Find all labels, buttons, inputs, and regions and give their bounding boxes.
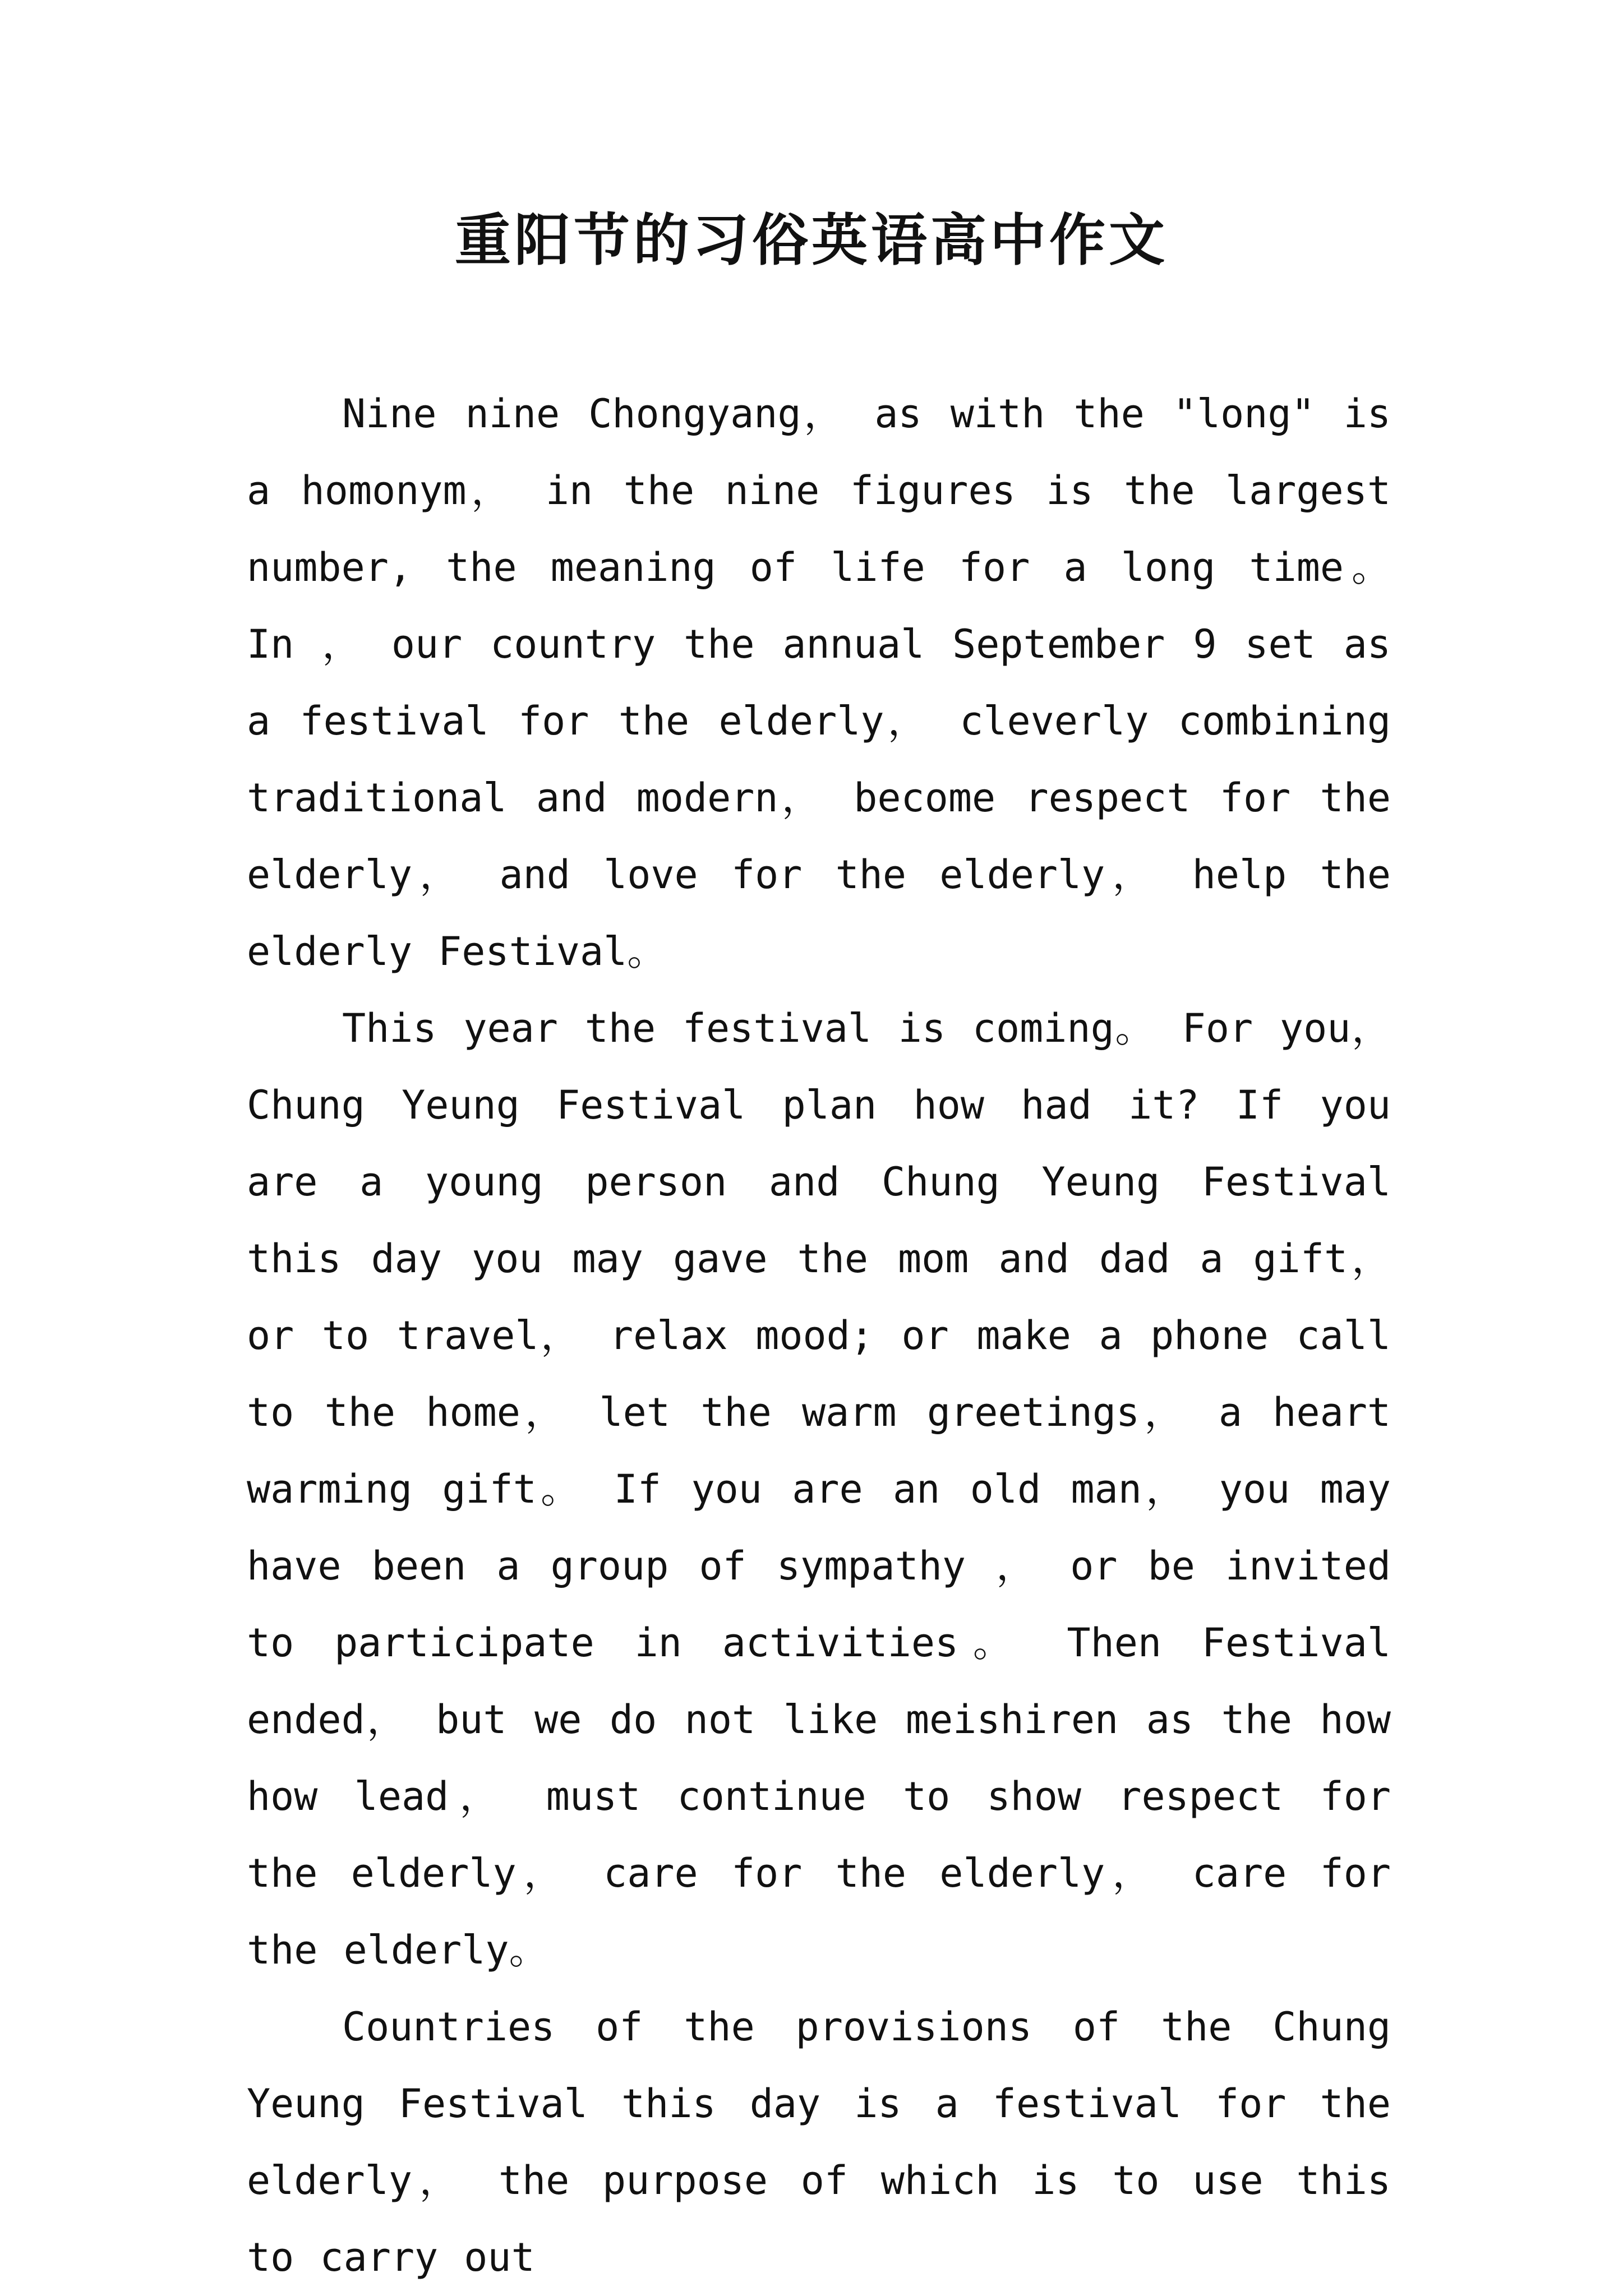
paragraph-3: Countries of the provisions of the Chung Yeung Festival this day is a festival for the elderly， the purpose of which is to use this to carry out	[247, 2004, 1391, 2280]
paragraph-1: Nine nine Chongyang， as with the "long" is a homonym， in the nine figures is the largest number, the meaning of life for a long time。 In ， our country the annual September 9 set as a festival for the elderly， cleverly combining traditional and modern， become respect for the elderly， and love for the elderly， help the elderly Festival。	[247, 391, 1391, 974]
document-body	[247, 376, 1391, 2296]
paragraph-2: This year the festival is coming。 For you， Chung Yeung Festival plan how had it? If you are a young person and Chung Yeung Festival this day you may gave the mom and dad a gift， or to travel， relax mood; or make a phone call to the home， let the warm greetings， a heart warming gift。 If you are an old man， you may have been a group of sympathy ， or be invited to participate in activities。 Then Festival ended， but we do not like meishiren as the how how lead， must continue to show respect for the elderly， care for the elderly， care for the elderly。	[247, 1005, 1391, 1973]
document-title: 重阳节的习俗英语高中作文	[455, 207, 1168, 273]
